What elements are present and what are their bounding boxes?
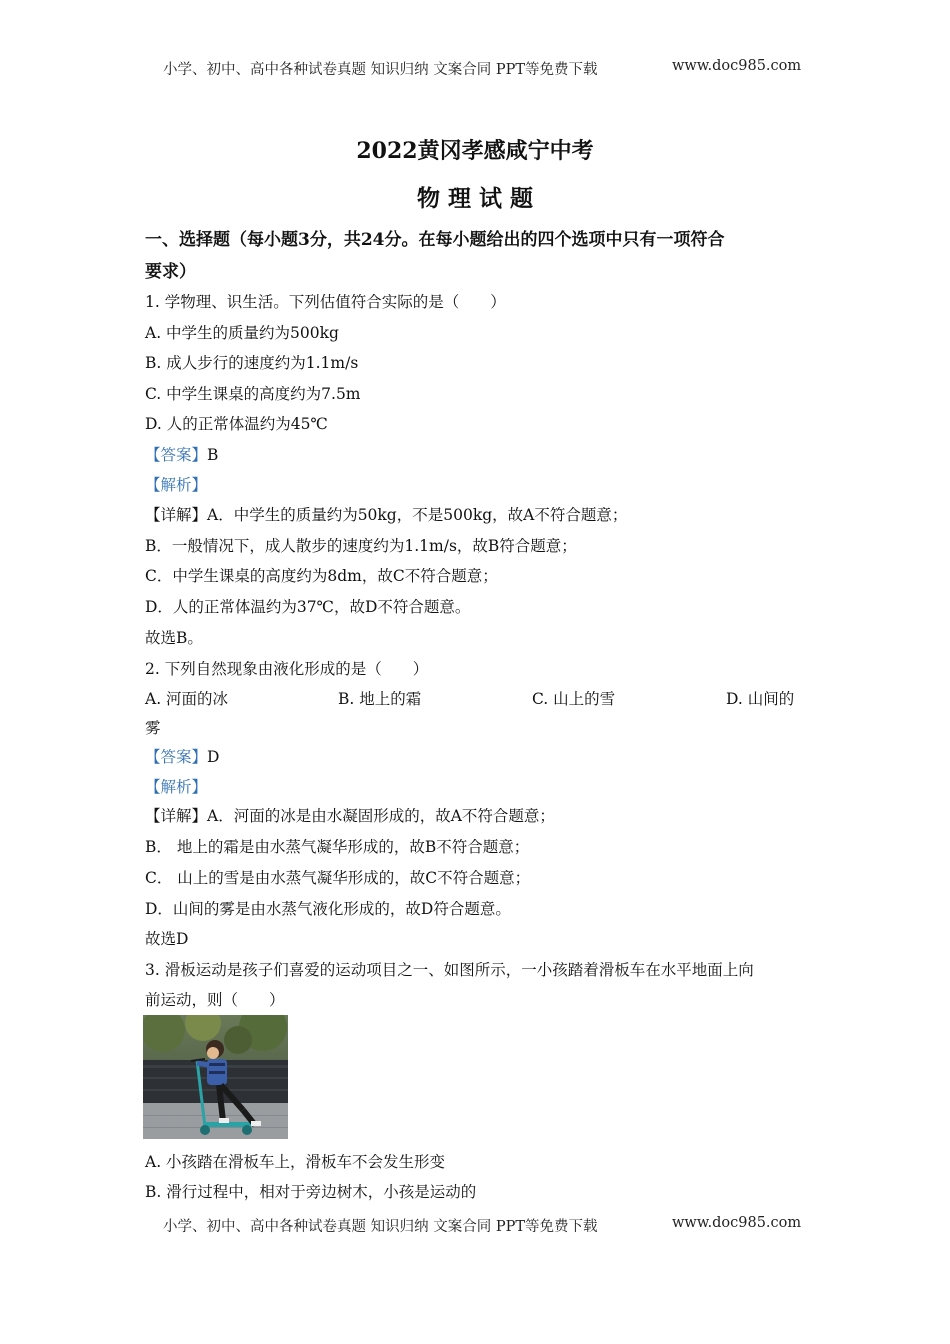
q2-stem: 2. 下列自然现象由液化形成的是（ ） (145, 660, 429, 678)
q1-answer (145, 443, 218, 465)
q2-option-d: D. 山间的 (726, 690, 795, 708)
q2-option-b: B. 地上的霜 (338, 690, 422, 708)
q2-option-c: C. 山上的雪 (532, 690, 616, 708)
q3-stem-line1: 3. 滑板运动是孩子们喜爱的运动项目之一、如图所示，一小孩踏着滑板车在水平地面上向 (145, 961, 754, 979)
q2-detail-d: D．山间的雾是由水蒸气液化形成的，故D符合题意。 (145, 900, 511, 918)
q3-stem-line2: 前运动，则（ ） (145, 991, 285, 1009)
q3-option-a: A. 小孩踏在滑板车上，滑板车不会发生形变 (145, 1153, 446, 1171)
q2-option-d-wrap: 雾 (145, 719, 161, 737)
q1-detail-a: 【详解】A．中学生的质量约为50kg，不是500kg，故A不符合题意； (145, 506, 628, 524)
q1-detail-d: D．人的正常体温约为37℃，故D不符合题意。 (145, 598, 471, 616)
scooter-child-photo (143, 1015, 288, 1139)
header-banner: 小学、初中、高中各种试卷真题 知识归纳 文案合同 PPT等免费下载 (163, 62, 598, 78)
q2-answer (145, 745, 219, 767)
q2-detail-c: C． 山上的雪是由水蒸气凝华形成的，故C不符合题意； (145, 869, 531, 887)
answer-tag: 【答案】 (145, 446, 208, 464)
q1-option-a: A. 中学生的质量约为500kg (145, 324, 339, 342)
footer-banner: 小学、初中、高中各种试卷真题 知识归纳 文案合同 PPT等免费下载 (163, 1219, 598, 1235)
q1-analysis-tag: 【解析】 (145, 476, 208, 494)
q1-detail-c: C．中学生课桌的高度约为8dm，故C不符合题意； (145, 567, 498, 585)
q1-stem: 1. 学物理、识生活。下列估值符合实际的是（ ） (145, 293, 506, 311)
q1-option-c: C. 中学生课桌的高度约为7.5m (145, 385, 361, 403)
header-site-link[interactable]: www.doc985.com (672, 58, 802, 74)
q2-detail-b: B． 地上的霜是由水蒸气凝华形成的，故B不符合题意； (145, 838, 530, 856)
q2-option-a: A. 河面的冰 (145, 690, 229, 708)
q3-option-b: B. 滑行过程中，相对于旁边树木，小孩是运动的 (145, 1183, 477, 1201)
q2-conclusion: 故选D (145, 930, 189, 948)
q1-detail-b: B．一般情况下，成人散步的速度约为1.1m/s，故B符合题意； (145, 537, 577, 555)
answer-value: D (207, 748, 220, 766)
footer-site-link[interactable]: www.doc985.com (672, 1215, 802, 1231)
page-title: 2022黄冈孝感咸宁中考 (356, 138, 594, 164)
page-subtitle: 物 理 试 题 (416, 185, 534, 212)
q1-option-d: D. 人的正常体温约为45℃ (145, 415, 328, 433)
q1-option-b: B. 成人步行的速度约为1.1m/s (145, 354, 359, 372)
q1-conclusion: 故选B。 (145, 629, 203, 647)
q2-analysis-tag: 【解析】 (145, 778, 208, 796)
answer-tag: 【答案】 (145, 748, 208, 766)
section-heading-cont: 要求） (145, 262, 196, 282)
q2-detail-a: 【详解】A．河面的冰是由水凝固形成的，故A不符合题意； (145, 807, 555, 825)
section-heading: 一、选择题（每小题3分，共24分。在每小题给出的四个选项中只有一项符合 (145, 230, 725, 250)
answer-value: B (207, 446, 219, 464)
